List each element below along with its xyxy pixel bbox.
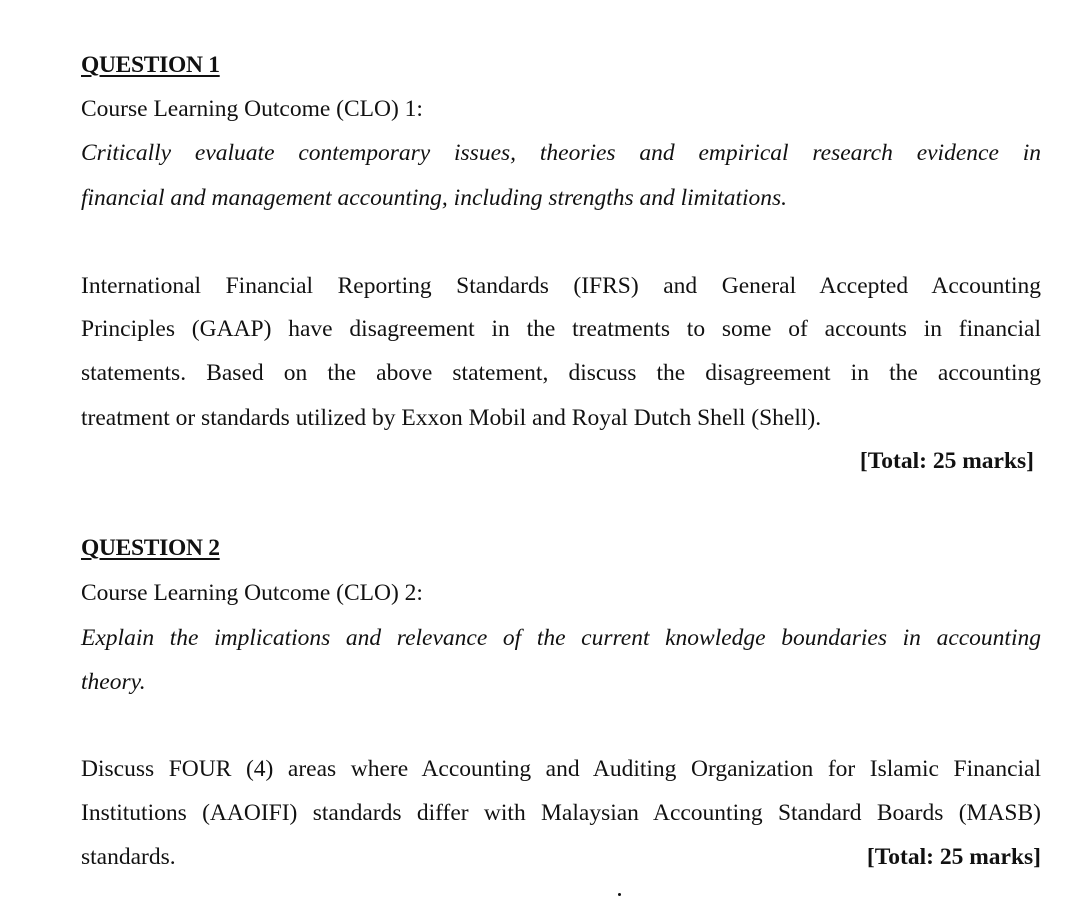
question-1-clo-label: Course Learning Outcome (CLO) 1: — [81, 96, 423, 122]
question-1-body-line-3: statements. Based on the above statement, discuss the disagreement in the accounting — [81, 360, 1041, 386]
question-1-total-marks: [Total: 25 marks] — [859, 448, 1034, 474]
question-2-clo-text-line-1: Explain the implications and relevance of the current knowledge boundaries in accounting — [81, 625, 1041, 651]
question-2-clo-text-line-2: theory. — [81, 669, 146, 695]
question-2-total-marks: [Total: 25 marks] — [866, 844, 1041, 870]
question-2-body-line-2: Institutions (AAOIFI) standards differ with Malaysian Accounting Standard Boards (MASB) — [81, 800, 1041, 826]
page-dot-mark — [618, 893, 621, 896]
question-1-clo-text-line-2: financial and management accounting, including strengths and limitations. — [81, 185, 788, 211]
question-1-heading: QUESTION 1 — [81, 52, 220, 78]
question-2-body-line-3: standards. — [81, 844, 176, 870]
question-2-body-line-1: Discuss FOUR (4) areas where Accounting and Auditing Organization for Islamic Financial — [81, 756, 1041, 782]
question-1-body-line-4: treatment or standards utilized by Exxon Mobil and Royal Dutch Shell (Shell). — [81, 405, 822, 431]
question-2-clo-label: Course Learning Outcome (CLO) 2: — [81, 580, 423, 606]
question-2-heading: QUESTION 2 — [81, 535, 220, 561]
question-1-body-line-1: International Financial Reporting Standards (IFRS) and General Accepted Accounting — [81, 273, 1041, 299]
question-1-body-line-2: Principles (GAAP) have disagreement in the treatments to some of accounts in financial — [81, 316, 1041, 342]
question-1-clo-text-line-1: Critically evaluate contemporary issues, theories and empirical research evidence in — [81, 140, 1041, 166]
